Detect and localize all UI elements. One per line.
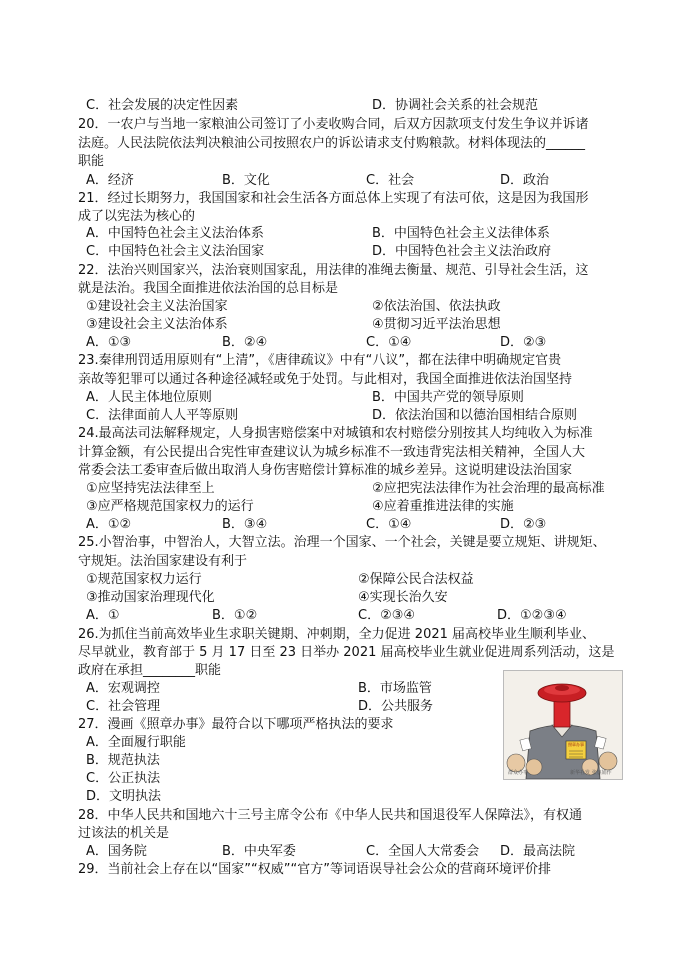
cartoon-caption-left: 群众办事 xyxy=(508,770,529,776)
q24-statement-2: ②应把宪法法律作为社会治理的最高标准 xyxy=(372,481,605,496)
q25-option-a: A．① xyxy=(86,608,120,623)
q25-statement-4: ④实现长治久安 xyxy=(358,590,448,605)
q21-option-c: C．中国特色社会主义法治国家 xyxy=(86,244,265,259)
q27-option-a: A．全面履行职能 xyxy=(86,735,186,750)
q20-option-a: A．经济 xyxy=(86,173,134,188)
cartoon-caption-right: 新华社发 张惠娟作 xyxy=(570,770,612,776)
q22-statement-4: ④贯彻习近平法治思想 xyxy=(372,317,501,332)
q22-stem: 22．法治兴则国家兴，法治衰则国家乱，用法律的准绳去衡量、规范、引导社会生活，这 xyxy=(78,263,589,278)
q19-option-d: D．协调社会关系的社会规范 xyxy=(372,98,539,113)
q27-option-d: D．文明执法 xyxy=(86,789,162,804)
q21-option-d: D．中国特色社会主义法治政府 xyxy=(372,244,552,259)
q23-stem: 23.秦律刑罚适用原则有“上清”，《唐律疏议》中有“八议”，都在法律中明确规定官贵 xyxy=(78,353,562,368)
q26-option-b: B．市场监管 xyxy=(358,681,432,696)
q26-option-c: C．社会管理 xyxy=(86,699,161,714)
q25-statement-1: ①规范国家权力运行 xyxy=(86,572,202,587)
q24-stem: 计算金额，有公民提出合宪性审查建议认为城乡标准不一致违背宪法相关精神，全国人大 xyxy=(78,445,586,460)
cartoon-image xyxy=(503,670,623,780)
q28-stem: 过该法的机关是 xyxy=(78,826,170,841)
q22-option-b: B．②④ xyxy=(222,335,268,350)
q23-option-a: A．人民主体地位原则 xyxy=(86,390,212,405)
q28-stem: 28．中华人民共和国地六十三号主席令公布《中华人民共和国退役军人保障法》，有权通 xyxy=(78,808,583,823)
q27-option-c: C．公正执法 xyxy=(86,771,161,786)
q24-statement-3: ③应严格规范国家权力的运行 xyxy=(86,499,254,514)
q28-option-b: B．中央军委 xyxy=(222,844,296,859)
q25-statement-3: ③推动国家治理现代化 xyxy=(86,590,215,605)
q25-option-c: C．②③④ xyxy=(358,608,416,623)
q22-statement-1: ①建设社会主义法治国家 xyxy=(86,299,228,314)
q23-stem: 亲故等犯罪可以通过各种途径减轻或免于处罚。与此相对，我国全面推进依法治国坚持 xyxy=(78,372,573,387)
q26-option-a: A．宏观调控 xyxy=(86,681,160,696)
q28-option-c: C．全国人大常委会 xyxy=(366,844,480,859)
q21-stem: 21．经过长期努力，我国国家和社会生活各方面总体上实现了有法可依，这是因为我国形 xyxy=(78,191,589,206)
q20-stem: 20．一农户与当地一家粮油公司签订了小麦收购合同，后双方因款项支付发生争议并诉诸 xyxy=(78,117,589,132)
q28-option-d: D．最高法院 xyxy=(500,844,576,859)
q20-stem: 法庭。人民法院依法判决粮油公司按照农户的诉讼请求支付购粮款。材料体现法的______ xyxy=(78,136,586,151)
q21-option-b: B．中国特色社会主义法律体系 xyxy=(372,226,550,241)
q26-stem: 政府在承担________职能 xyxy=(78,663,222,678)
q25-option-b: B．①② xyxy=(212,608,258,623)
q24-statement-4: ④应着重推进法律的实施 xyxy=(372,499,514,514)
q26-stem: 26.为抓住当前高效毕业生求职关键期、冲刺期，全力促进 2021 届高校毕业生顺利毕业、 xyxy=(78,627,596,642)
cartoon-drawing xyxy=(504,671,622,779)
q20-option-d: D．政治 xyxy=(500,173,550,188)
q24-option-d: D．②③ xyxy=(500,517,547,532)
q23-option-d: D．依法治国和以德治国相结合原则 xyxy=(372,408,578,423)
q20-option-c: C．社会 xyxy=(366,173,415,188)
q25-option-d: D．①②③④ xyxy=(497,608,567,623)
q23-option-c: C．法律面前人人平等原则 xyxy=(86,408,239,423)
q24-stem: 常委会法工委审查后做出取消人身伤害赔偿计算标准的城乡差异。这说明建设法治国家 xyxy=(78,463,573,478)
q27-stem: 27．漫画《照章办事》最符合以下哪项严格执法的要求 xyxy=(78,717,394,732)
q26-option-d: D．公共服务 xyxy=(358,699,434,714)
q22-statement-2: ②依法治国、依法执政 xyxy=(372,299,501,314)
q29-stem: 29．当前社会上存在以“国家”“权威”“官方”等词语误导社会公众的营商环境评价排 xyxy=(78,862,551,877)
q26-stem: 尽早就业，教育部于 5 月 17 日至 23 日举办 2021 届高校毕业生就业促进周系列活动，这是 xyxy=(78,645,615,660)
q24-option-c: C．①④ xyxy=(366,517,412,532)
q21-stem: 成了以宪法为核心的 xyxy=(78,209,196,224)
q25-stem: 25.小智治事，中智治人，大智立法。治理一个国家、一个社会，关键是要立规矩、讲规矩、 xyxy=(78,535,606,550)
q24-statement-1: ①应坚持宪法法律至上 xyxy=(86,481,215,496)
q22-option-c: C．①④ xyxy=(366,335,412,350)
q22-option-d: D．②③ xyxy=(500,335,547,350)
q25-stem: 守规矩。法治国家建设有利于 xyxy=(78,554,248,569)
q27-option-b: B．规范执法 xyxy=(86,753,160,768)
q22-statement-3: ③建设社会主义法治体系 xyxy=(86,317,228,332)
q28-option-a: A．国务院 xyxy=(86,844,147,859)
q25-statement-2: ②保障公民合法权益 xyxy=(358,572,474,587)
cartoon-sign-text: 照章办事 xyxy=(568,742,584,747)
q24-option-a: A．①② xyxy=(86,517,132,532)
q20-option-b: B．文化 xyxy=(222,173,270,188)
q22-stem: 就是法治。我国全面推进依法治国的总目标是 xyxy=(78,281,339,296)
q23-option-b: B．中国共产党的领导原则 xyxy=(372,390,524,405)
q21-option-a: A．中国特色社会主义法治体系 xyxy=(86,226,264,241)
q22-option-a: A．①③ xyxy=(86,335,132,350)
q19-option-c: C．社会发展的决定性因素 xyxy=(86,98,239,113)
q24-option-b: B．③④ xyxy=(222,517,268,532)
q20-stem: 职能 xyxy=(78,154,105,169)
q24-stem: 24.最高法司法解释规定，人身损害赔偿案中对城镇和农村赔偿分别按其人均纯收入为标准 xyxy=(78,426,593,441)
